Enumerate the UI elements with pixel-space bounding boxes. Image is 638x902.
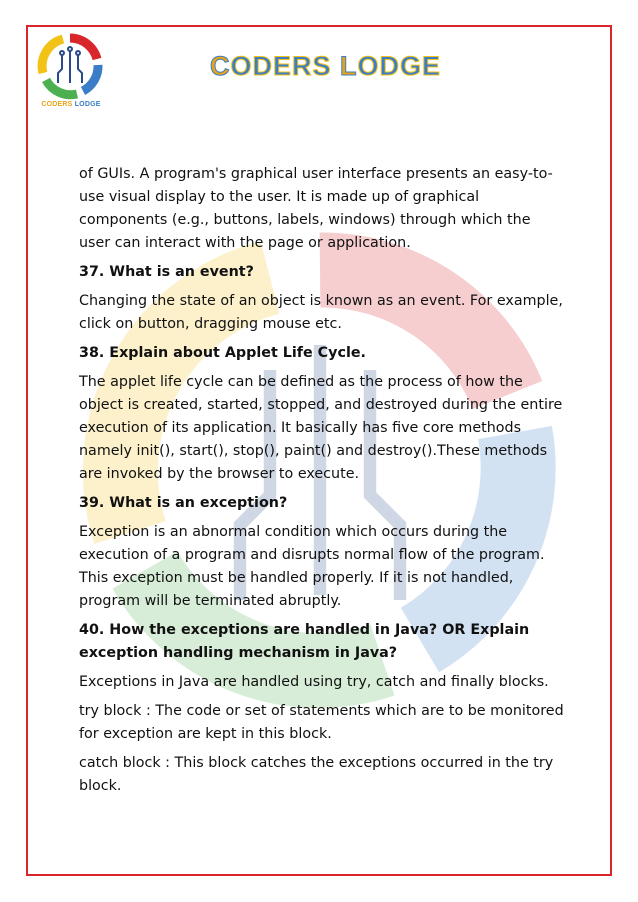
intro-paragraph: of GUIs. A program's graphical user interface presents an easy-to-use visual display to the user. It is made up of graphical components (e.g., buttons, labels, windows) through which the user can interact with the page or application. [79, 166, 553, 251]
answer-40-paragraph-2: try block : The code or set of statements which are to be monitored for exception are kept in this block. [79, 703, 564, 742]
question-38: 38. Explain about Applet Life Cycle. [79, 345, 366, 361]
question-39: 39. What is an exception? [79, 495, 288, 511]
question-40: 40. How the exceptions are handled in Java? OR Explain exception handling mechanism in Java? [79, 622, 530, 661]
document-body [79, 163, 564, 804]
question-37: 37. What is an event? [79, 264, 254, 280]
answer-37: Changing the state of an object is known as an event. For example, click on button, dragging mouse etc. [79, 293, 563, 332]
answer-40-paragraph-1: Exceptions in Java are handled using try, catch and finally blocks. [79, 674, 549, 690]
answer-40-paragraph-3: catch block : This block catches the exceptions occurred in the try block. [79, 755, 554, 794]
logo-caption: CODERS LODGE [41, 101, 101, 108]
answer-39: Exception is an abnormal condition which occurs during the execution of a program and disrupts normal flow of the program. This exception must be handled properly. If it is not handled, program will be terminated abruptly. [79, 524, 545, 609]
answer-38: The applet life cycle can be defined as the process of how the object is created, started, stopped, and destroyed during the entire execution of its application. It basically has five core methods namely init(), start(), stop(), paint() and destroy().These methods are invoked by the browser to execute. [79, 374, 563, 482]
brand-title: CODERS LODGE [210, 51, 442, 81]
coders-lodge-logo [37, 33, 103, 105]
